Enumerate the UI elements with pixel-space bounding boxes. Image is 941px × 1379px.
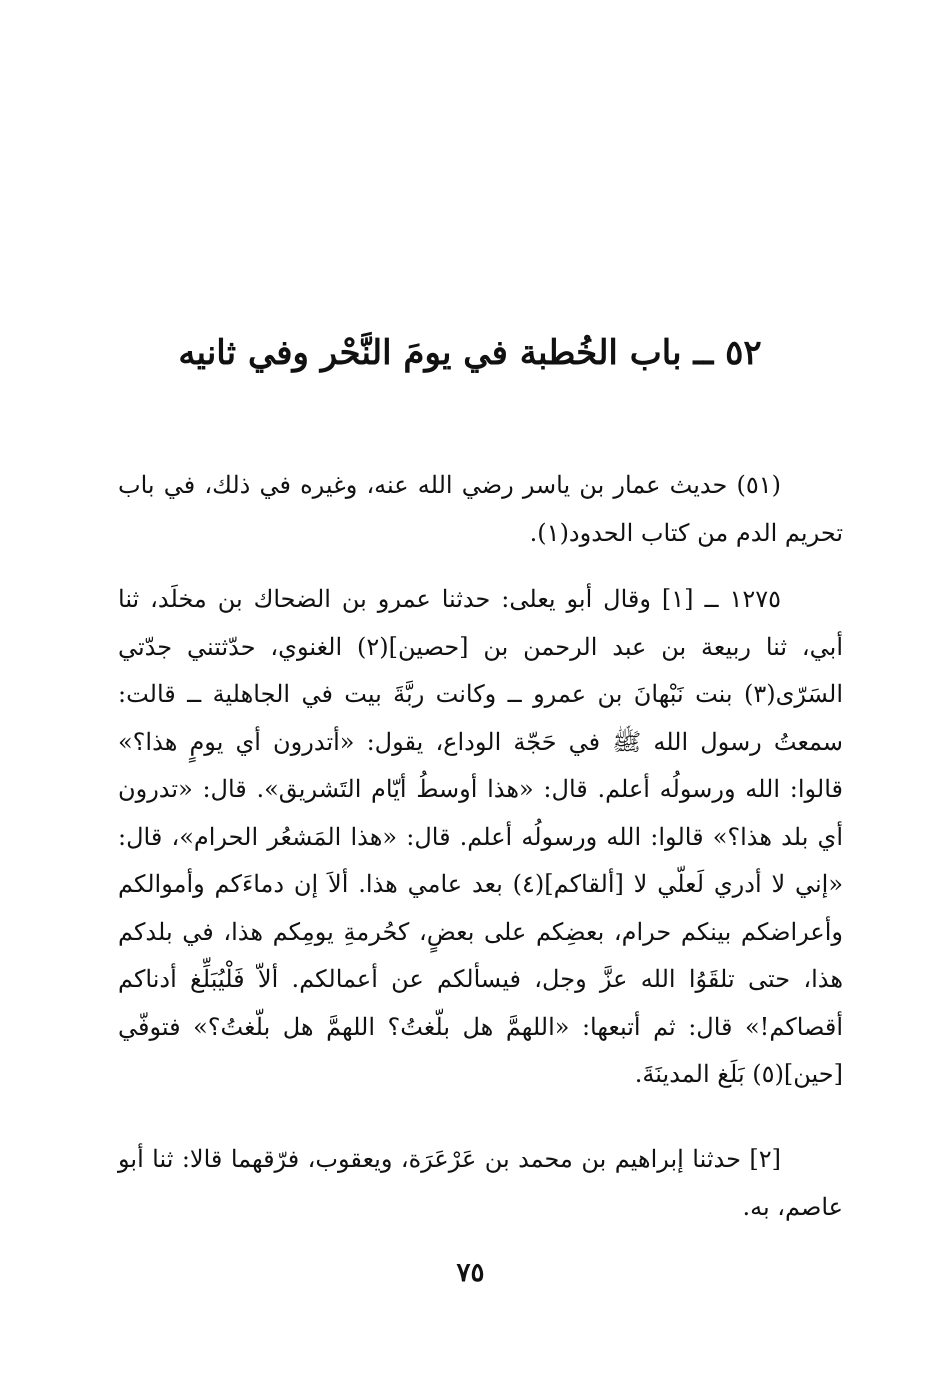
- paragraph-reference: (٥١) حديث عمار بن ياسر رضي الله عنه، وغيره في ذلك، في باب تحريم الدم من كتاب الحدود(١).: [118, 471, 843, 547]
- paragraph-chain: [٢] حدثنا إبراهيم بن محمد بن عَرْعَرَة، ويعقوب، فرّقهما قالا: ثنا أبو عاصم، به.: [118, 1145, 843, 1221]
- page-number: ٧٥: [456, 1258, 485, 1288]
- chapter-title: ٥٢ ــ باب الخُطبة في يومَ النَّحْر وفي ثانيه: [178, 333, 762, 373]
- paragraph-hadith: ١٢٧٥ ــ [١] وقال أبو يعلى: حدثنا عمرو بن الضحاك بن مخلَد، ثنا أبي، ثنا ربيعة بن عبد الرحمن بن [حصين](٢) الغنوي، حدّثتني جدّتي السَرّى(٣) بنت نَبْهانَ بن عمرو ــ وكانت ربَّةَ بيت في الجاهلية ــ قالت: سمعتُ رسول الله ﷺ في حَجّة الوداع، يقول: «أتدرون أي يومٍ هذا؟» قالوا: الله ورسولُه أعلم. قال: «هذا أوسطُ أيّام التَشريق». قال: «تدرون أي بلد هذا؟» قالوا: الله ورسولُه أعلم. قال: «هذا المَشعُر الحرام»، قال: «إني لا أدري لَعلّي لا [ألقاكم](٤) بعد عامي هذا. ألاَ إن دماءَكم وأموالكم وأعراضكم بينكم حرام، بعضِكم على بعضٍ، كحُرمةِ يومِكم هذا، في بلدكم هذا، حتى تلقَوُا الله عزَّ وجل، فيسألكم عن أعمالكم. ألاّ فَلْيُبَلِّغ أدناكم أقصاكم!» قال: ثم أتبعها: «اللهمَّ هل بلّغتُ؟ اللهمَّ هل بلّغتُ؟» فتوفّي [حين](٥) بَلَغ المدينَةَ.: [118, 585, 844, 1088]
